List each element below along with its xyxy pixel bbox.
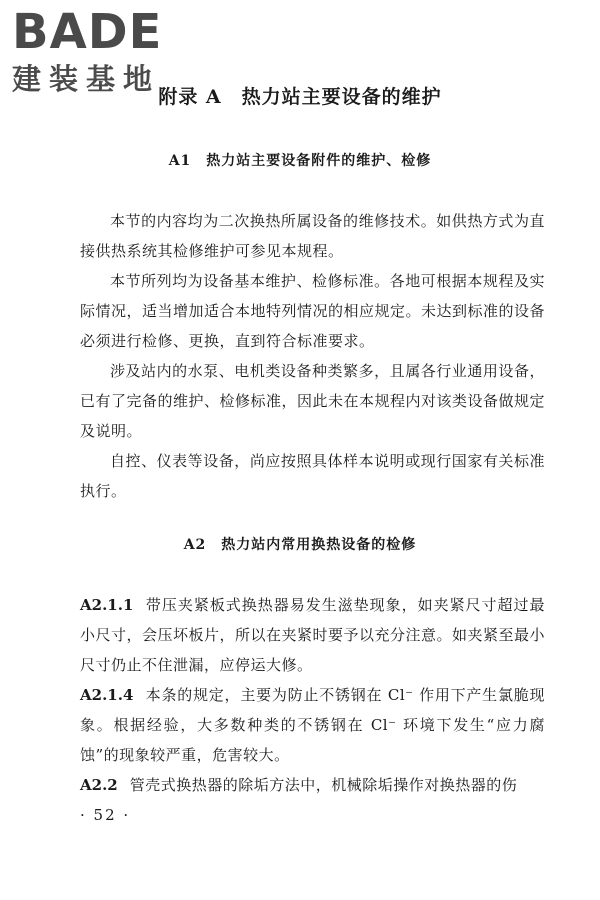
watermark-brand: BADE [12,4,163,60]
clause-text: 管壳式换热器的除垢方法中，机械除垢操作对换热器的伤 [129,776,518,794]
clause-a2-2 [80,770,545,800]
page-number: · 52 · [80,806,131,824]
clause-a2-1-4 [80,680,545,770]
watermark-subtitle: 建装基地 [12,62,161,96]
clause-text: 本条的规定，主要为防止不锈钢在 Cl⁻ 作用下产生氯脆现象。根据经验，大多数种类的不锈钢在 Cl⁻ 环境下发生“应力腐蚀”的现象较严重，危害较大。 [80,686,545,764]
appendix-title: 附录 A 热力站主要设备的维护 [158,86,442,108]
section-heading-a2: A2 热力站内常用换热设备的检修 [183,537,417,553]
paragraph: 自控、仪表等设备，尚应按照具体样本说明或现行国家有关标准执行。 [80,452,545,500]
clause-number: A2.1.4 [80,686,134,704]
paragraph: 本节所列均为设备基本维护、检修标准。各地可根据本规程及实际情况，适当增加适合本地特列情况的相应规定。未达到标准的设备必须进行检修、更换，直到符合标准要求。 [80,272,546,350]
paragraph: 涉及站内的水泵、电机类设备种类繁多，且属各行业通用设备，已有了完备的维护、检修标准，因此未在本规程内对该类设备做规定及说明。 [80,362,546,440]
clause-a2-1-1 [80,590,545,680]
paragraph: 本节的内容均为二次换热所属设备的维修技术。如供热方式为直接供热系统其检修维护可参见本规程。 [80,212,545,260]
clause-number: A2.2 [80,776,118,794]
section-heading-a1: A1 热力站主要设备附件的维护、检修 [168,153,432,169]
clause-number: A2.1.1 [80,596,134,614]
clause-text: 带压夹紧板式换热器易发生滋垫现象，如夹紧尺寸超过最小尺寸，会压坏板片，所以在夹紧时要予以充分注意。如夹紧至最小尺寸仍止不住泄漏，应停运大修。 [80,596,546,674]
